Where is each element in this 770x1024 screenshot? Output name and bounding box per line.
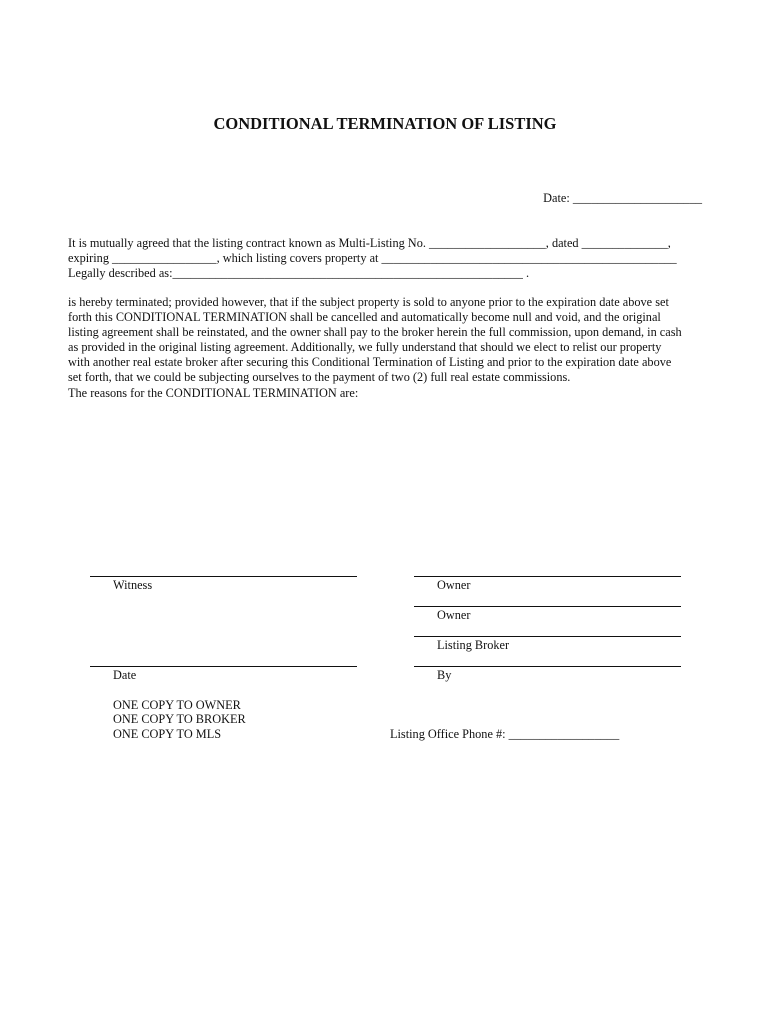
listing-office-phone-field[interactable]: Listing Office Phone #: __________________ (390, 727, 620, 741)
terms-paragraph (68, 295, 708, 401)
by-label: By (437, 668, 452, 682)
intro-paragraph (68, 236, 708, 281)
document-title: CONDITIONAL TERMINATION OF LISTING (213, 114, 557, 133)
intro-line[interactable]: expiring _________________, which listing covers property at ________________________________________________ (68, 251, 677, 266)
terms-line: as provided in the original listing agreement. Additionally, we fully understand that should we elect to relist our property (68, 340, 662, 355)
broker-signature-line[interactable] (414, 636, 681, 637)
terms-line: forth this CONDITIONAL TERMINATION shall be cancelled and automatically become null and void, and the original (68, 310, 661, 325)
witness-signature-line[interactable] (90, 576, 357, 577)
by-signature-line[interactable] (414, 666, 681, 667)
listing-broker-label: Listing Broker (437, 638, 510, 652)
witness-label: Witness (113, 578, 153, 592)
terms-line: is hereby terminated; provided however, that if the subject property is sold to anyone prior to the expiration date above set (68, 295, 669, 309)
copy-broker: ONE COPY TO BROKER (113, 712, 246, 726)
intro-line[interactable]: It is mutually agreed that the listing contract known as Multi-Listing No. ___________________, dated ______________, (68, 236, 671, 250)
terms-line: with another real estate broker after securing this Conditional Termination of Listing and prior to the expiration date above (68, 355, 672, 370)
date-signature-line[interactable] (90, 666, 357, 667)
owner-label-2: Owner (437, 608, 471, 622)
date-field[interactable]: Date: _____________________ (543, 191, 702, 205)
terms-line: set forth, that we could be subjecting ourselves to the payment of two (2) full real estate commissions. (68, 370, 571, 385)
copy-owner: ONE COPY TO OWNER (113, 698, 241, 712)
owner-signature-line-1[interactable] (414, 576, 681, 577)
intro-line[interactable]: Legally described as:_________________________________________________________ . (68, 266, 530, 281)
owner-signature-line-2[interactable] (414, 606, 681, 607)
owner-label-1: Owner (437, 578, 471, 592)
terms-line: listing agreement shall be reinstated, and the owner shall pay to the broker herein the full commission, upon demand, in cash (68, 325, 682, 340)
reasons-heading: The reasons for the CONDITIONAL TERMINATION are: (68, 385, 359, 400)
copy-mls: ONE COPY TO MLS (113, 727, 222, 741)
date-label: Date (113, 668, 137, 682)
